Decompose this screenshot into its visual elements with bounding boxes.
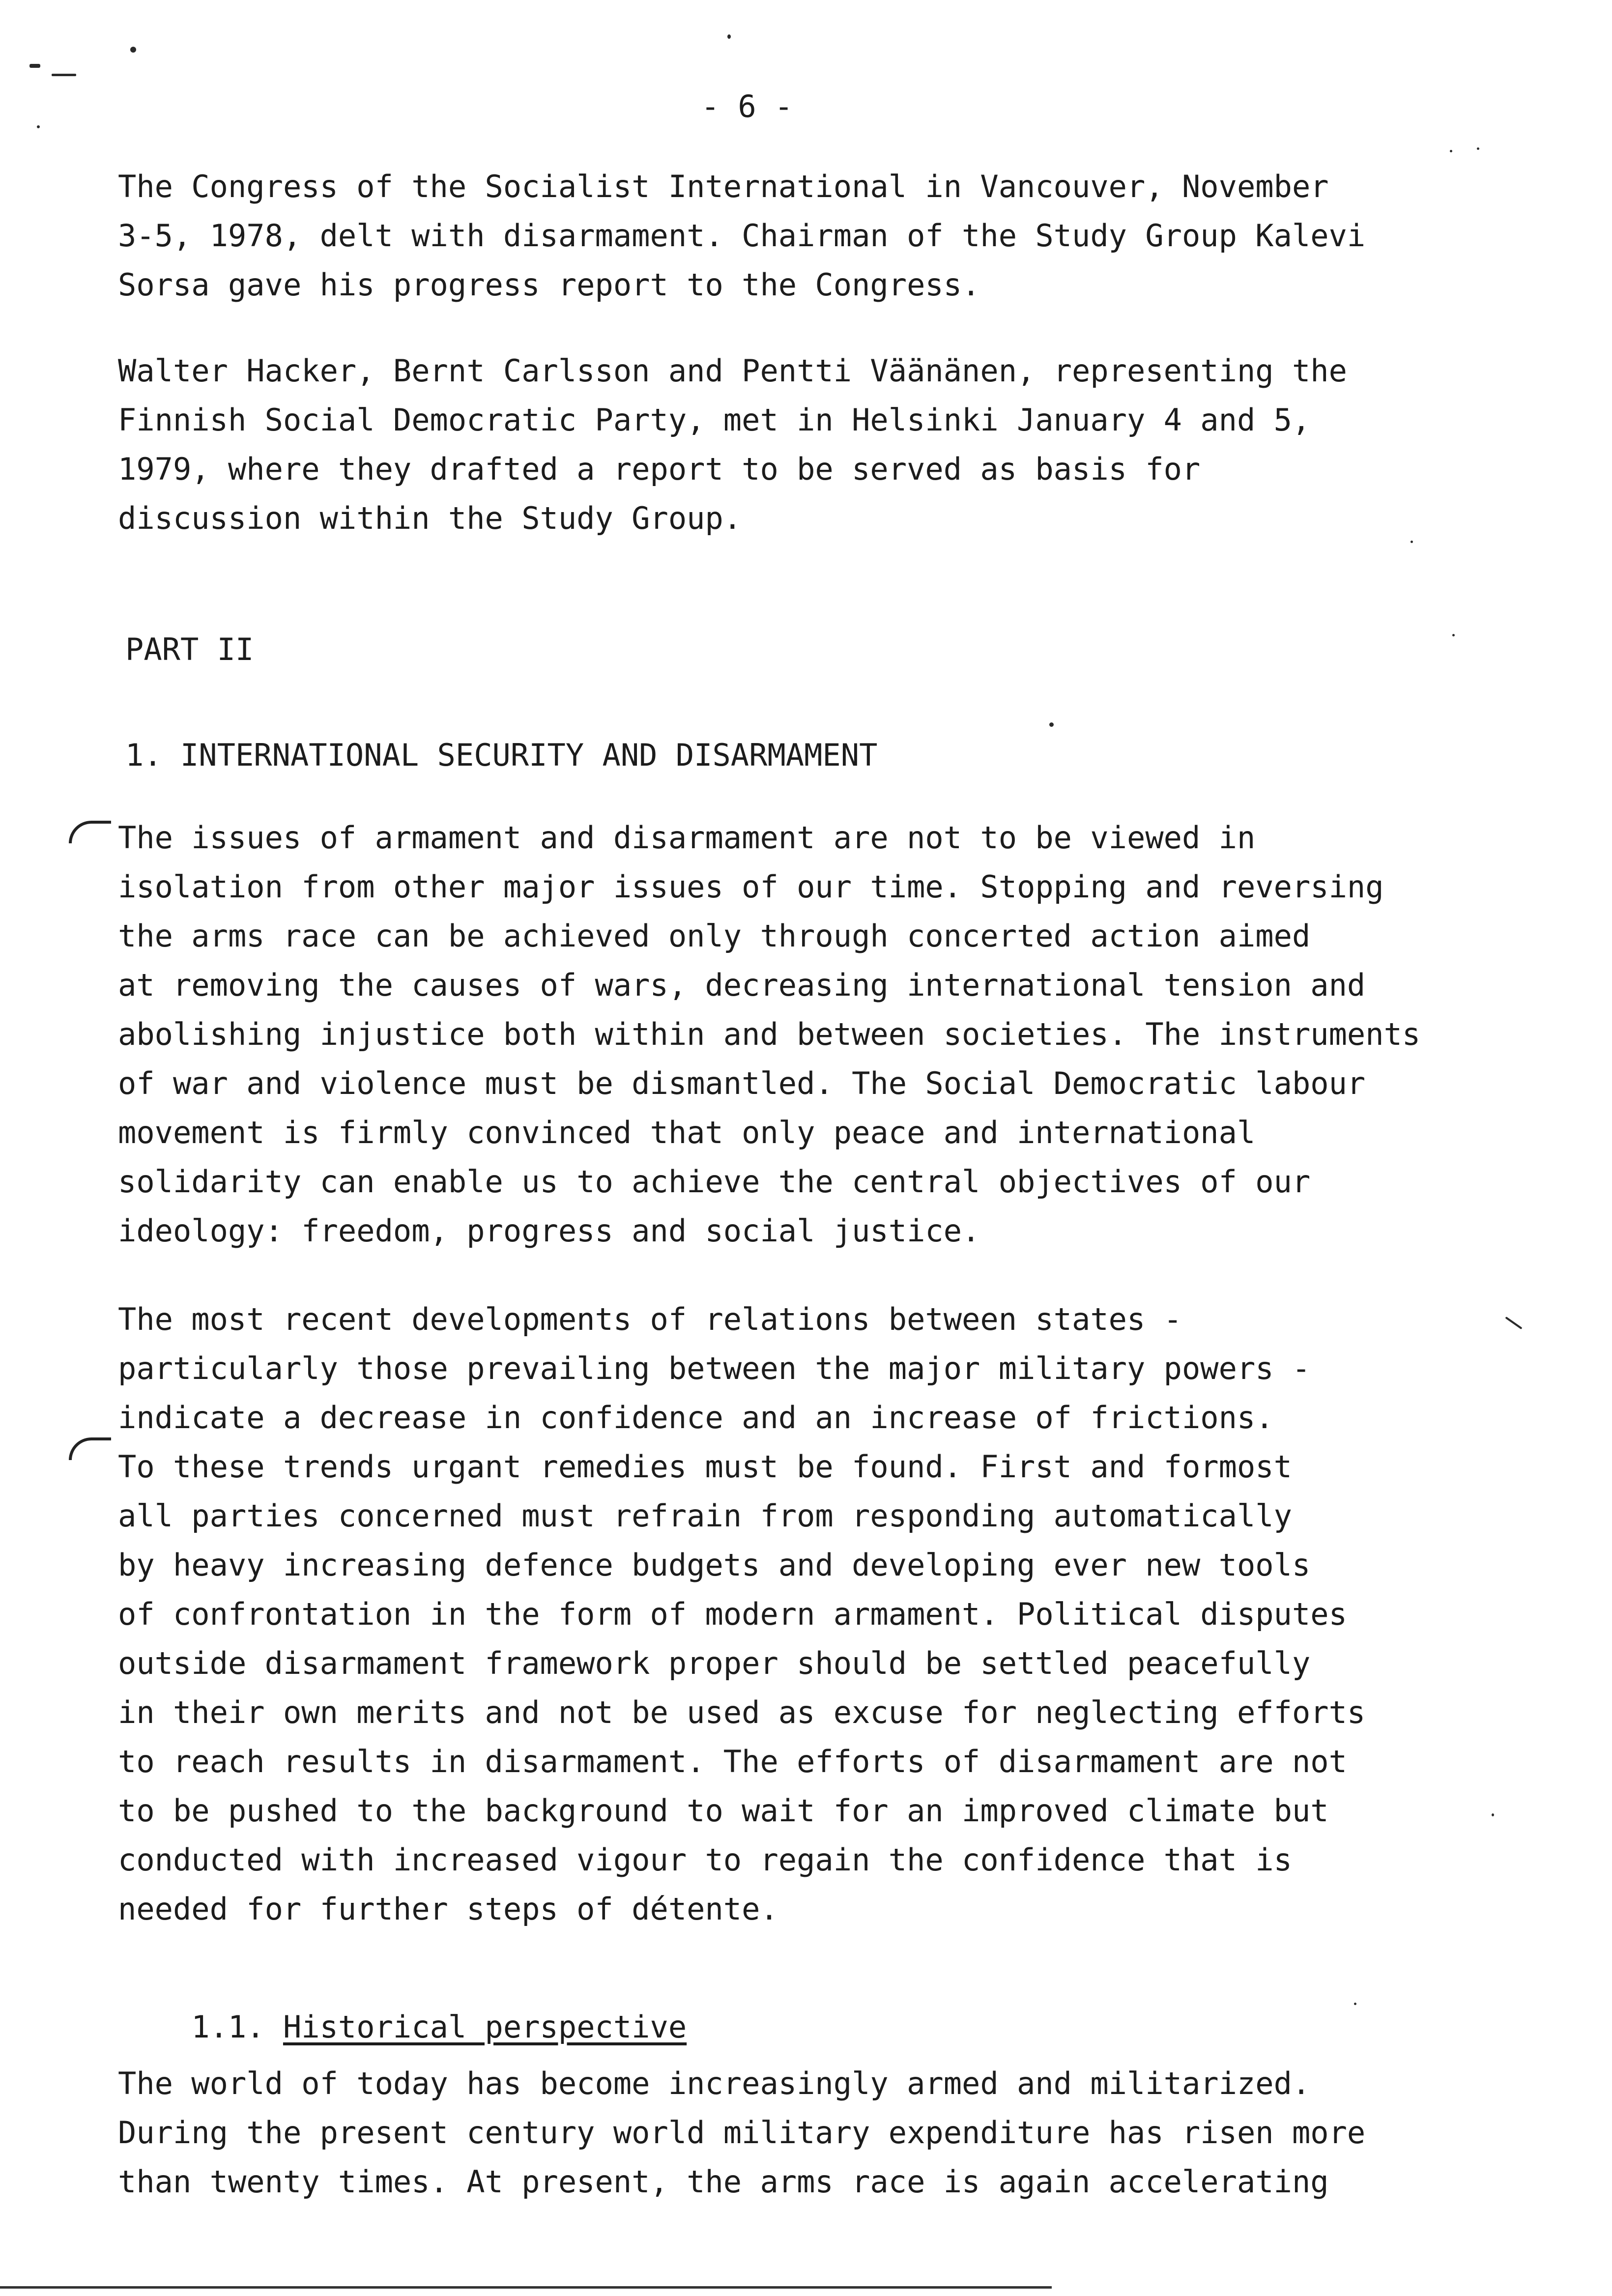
text-line: at removing the causes of wars, decreasing international tension and: [118, 967, 1366, 1003]
text-line: to reach results in disarmament. The efforts of disarmament are not: [118, 1744, 1347, 1779]
text-line: During the present century world military expenditure has risen more: [118, 2115, 1366, 2151]
text-line: ideology: freedom, progress and social justice.: [118, 1213, 980, 1249]
text-line: abolishing injustice both within and between societies. The instruments: [118, 1016, 1421, 1052]
scan-speck: [1450, 150, 1452, 152]
page-bottom-edge: [0, 2286, 1052, 2289]
scan-speck: [130, 47, 136, 53]
scan-speck: [1049, 722, 1054, 727]
scan-speck: [1452, 634, 1455, 636]
text-line: discussion within the Study Group.: [118, 500, 742, 536]
text-line: indicate a decrease in confidence and an increase of frictions.: [118, 1400, 1274, 1435]
text-line: outside disarmament framework proper should be settled peacefully: [118, 1645, 1311, 1681]
text-line: than twenty times. At present, the arms race is again accelerating: [118, 2164, 1329, 2200]
text-line: in their own merits and not be used as excuse for neglecting efforts: [118, 1694, 1366, 1730]
paragraph-historical: [118, 2059, 1543, 2207]
paragraph-vancouver-congress: [118, 162, 1543, 310]
text-line: The most recent developments of relations between states -: [118, 1301, 1182, 1337]
paragraph-recent-developments: [118, 1295, 1543, 1934]
scan-speck: [1354, 2003, 1356, 2005]
scan-speck: [1477, 147, 1479, 150]
part-heading: PART II: [125, 631, 254, 667]
text-line: of confrontation in the form of modern armament. Political disputes: [118, 1596, 1347, 1632]
scan-speck: [29, 64, 40, 68]
text-line: of war and violence must be dismantled. The Social Democratic labour: [118, 1065, 1366, 1101]
subsection-number: 1.1.: [191, 2009, 265, 2045]
text-line: needed for further steps of détente.: [118, 1891, 778, 1927]
text-line: Walter Hacker, Bernt Carlsson and Pentti Väänänen, representing the: [118, 353, 1347, 389]
scan-speck: [52, 74, 76, 76]
scan-speck: [37, 125, 40, 128]
paragraph-helsinki-meeting: [118, 346, 1543, 543]
text-line: conducted with increased vigour to regain the confidence that is: [118, 1842, 1292, 1878]
text-line: To these trends urgant remedies must be found. First and formost: [118, 1449, 1292, 1485]
text-line: The issues of armament and disarmament are not to be viewed in: [118, 820, 1256, 856]
paragraph-armament-issues: [118, 813, 1543, 1256]
margin-bracket-mark: [69, 1437, 111, 1460]
text-line: isolation from other major issues of our time. Stopping and reversing: [118, 869, 1384, 905]
text-line: 1979, where they drafted a report to be served as basis for: [118, 451, 1201, 487]
text-line: particularly those prevailing between the major military powers -: [118, 1350, 1311, 1386]
text-line: Finnish Social Democratic Party, met in Helsinki January 4 and 5,: [118, 402, 1311, 438]
margin-bracket-mark: [69, 821, 111, 843]
text-line: by heavy increasing defence budgets and developing ever new tools: [118, 1547, 1311, 1583]
text-line: all parties concerned must refrain from responding automatically: [118, 1498, 1292, 1534]
section-heading: 1. INTERNATIONAL SECURITY AND DISARMAMENT: [125, 737, 878, 773]
text-line: 3-5, 1978, delt with disarmament. Chairman of the Study Group Kalevi: [118, 218, 1366, 254]
subsection-title: Historical perspective: [283, 2009, 687, 2045]
text-line: The Congress of the Socialist International in Vancouver, November: [118, 169, 1329, 204]
text-line: The world of today has become increasingly armed and militarized.: [118, 2066, 1311, 2101]
text-line: the arms race can be achieved only through concerted action aimed: [118, 918, 1311, 954]
text-line: solidarity can enable us to achieve the central objectives of our: [118, 1164, 1311, 1200]
text-line: movement is firmly convinced that only peace and international: [118, 1115, 1256, 1150]
scan-speck: [727, 34, 731, 39]
text-line: Sorsa gave his progress report to the Congress.: [118, 267, 980, 303]
page-number: - 6 -: [701, 88, 793, 124]
text-line: to be pushed to the background to wait for an improved climate but: [118, 1793, 1329, 1829]
